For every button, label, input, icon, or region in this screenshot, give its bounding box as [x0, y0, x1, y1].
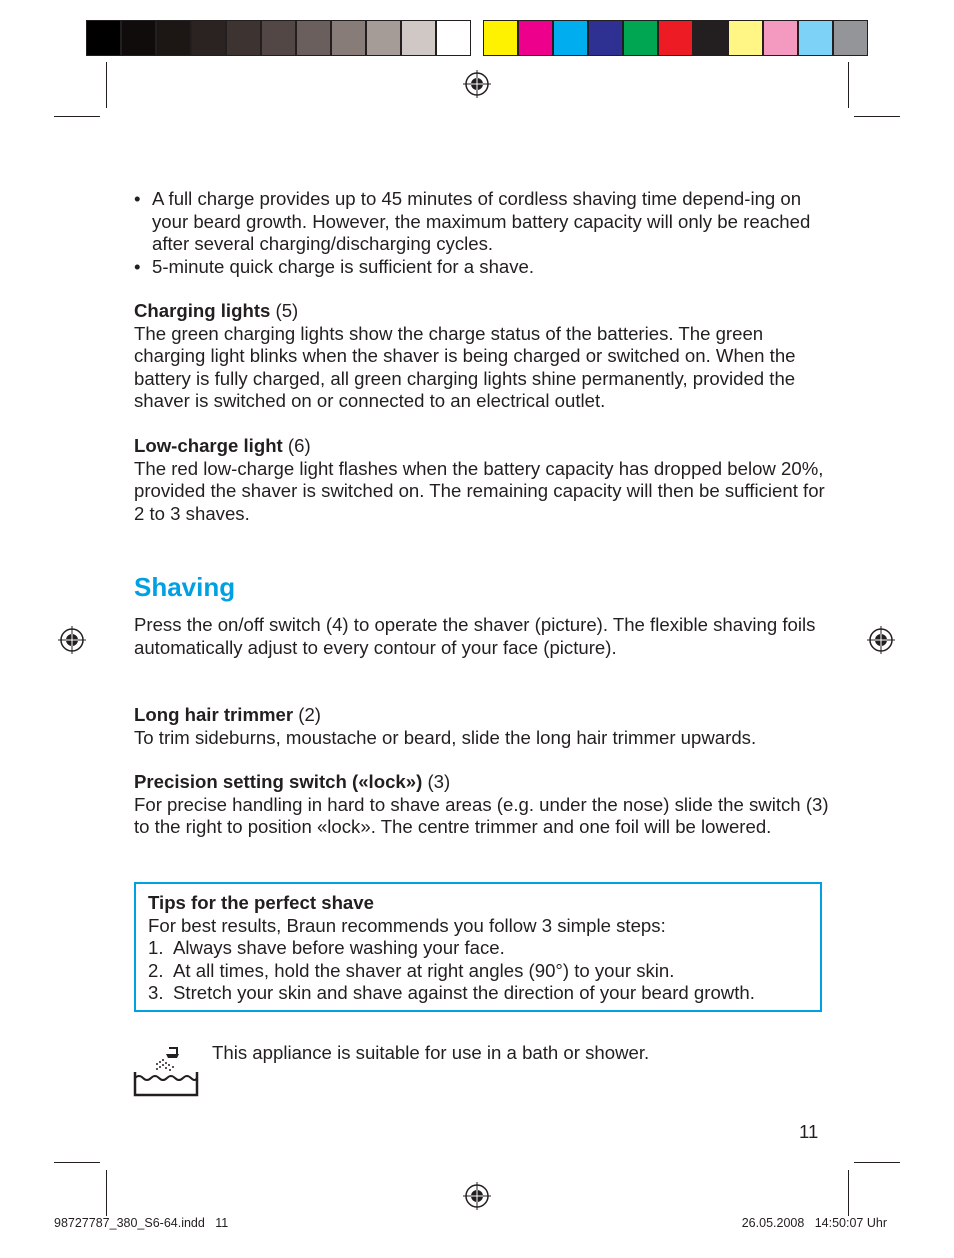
- section-heading: [134, 435, 834, 458]
- crop-mark: [848, 62, 849, 108]
- list-item: • 5-minute quick charge is sufficient for a shave.: [134, 256, 834, 279]
- list-item: • A full charge provides up to 45 minutes of cordless shaving time depend-ing on your beard growth. However, the maximum battery capacity will only be reached after several charging/discharging cycles.: [134, 188, 834, 256]
- tips-intro: For best results, Braun recommends you follow 3 simple steps:: [148, 914, 666, 936]
- color-calibration-bar: [86, 20, 868, 58]
- gray-swatch: [191, 20, 226, 56]
- color-swatch: [728, 20, 763, 56]
- color-swatch: [553, 20, 588, 56]
- low-charge-light-section: [134, 435, 834, 525]
- section-ref: (2): [293, 704, 321, 725]
- tips-steps: [148, 937, 808, 1005]
- gray-swatch: [156, 20, 191, 56]
- footer-timestamp: 26.05.2008 14:50:07 Uhr: [741, 1216, 887, 1230]
- color-swatch: [763, 20, 798, 56]
- section-body: The red low-charge light flashes when the battery capacity has dropped below 20%, provided the shaver is switched on. The remaining capacity will then be sufficient for 2 to 3 shaves.: [134, 457, 825, 524]
- gray-swatch: [296, 20, 331, 56]
- step-text: Always shave before washing your face.: [173, 937, 505, 958]
- color-swatch: [518, 20, 553, 56]
- list-item: [148, 982, 808, 1005]
- section-ref: (3): [422, 771, 451, 792]
- section-heading: [134, 704, 834, 727]
- bath-note-text: This appliance is suitable for use in a bath or shower.: [212, 1042, 650, 1063]
- registration-mark-icon: [462, 69, 492, 99]
- page-number: 11: [799, 1121, 819, 1142]
- shaving-heading: Shaving: [134, 572, 236, 602]
- color-swatch: [798, 20, 833, 56]
- crop-mark: [54, 116, 100, 117]
- crop-mark: [848, 1170, 849, 1216]
- shaving-body: Press the on/off switch (4) to operate the shaver (picture). The flexible shaving foils automatically adjust to every contour of your face (picture).: [134, 614, 816, 658]
- gray-swatch: [331, 20, 366, 56]
- registration-mark-icon: [57, 625, 87, 655]
- gray-swatch: [436, 20, 471, 56]
- step-text: At all times, hold the shaver at right angles (90°) to your skin.: [173, 959, 675, 981]
- gray-swatch: [366, 20, 401, 56]
- section-body: The green charging lights show the charge status of the batteries. The green charging light blinks when the shaver is being charged or switched on. When the battery is fully charged, all green charging lights shine permanently, provided the shaver is switched on or connected to an electrical outlet.: [134, 322, 796, 411]
- registration-mark-icon: [462, 1181, 492, 1211]
- color-swatch: [588, 20, 623, 56]
- crop-mark: [854, 1162, 900, 1163]
- step-text: Stretch your skin and shave against the direction of your beard growth.: [173, 982, 755, 1003]
- section-heading: [134, 771, 834, 794]
- section-title: Charging lights: [134, 300, 271, 321]
- tips-title: [148, 892, 808, 915]
- crop-mark: [106, 1170, 107, 1216]
- crop-mark: [106, 62, 107, 108]
- color-swatch: [483, 20, 518, 56]
- gray-swatch: [401, 20, 436, 56]
- list-item: [148, 960, 808, 983]
- step-number: 1.: [148, 937, 164, 958]
- color-swatch: [658, 20, 693, 56]
- section-title: Precision setting switch («lock»): [134, 771, 423, 792]
- tips-title-text: Tips for the perfect shave: [148, 892, 374, 913]
- section-body: To trim sideburns, moustache or beard, slide the long hair trimmer upwards.: [134, 726, 757, 748]
- gray-swatch: [121, 20, 156, 56]
- battery-bullet-list: [134, 188, 834, 278]
- gray-swatch: [86, 20, 121, 56]
- gray-swatch: [226, 20, 261, 56]
- section-title: Long hair trimmer: [134, 704, 294, 725]
- footer-file-info: 98727787_380_S6-64.indd 11: [54, 1216, 229, 1230]
- step-number: 3.: [148, 982, 164, 1003]
- crop-mark: [54, 1162, 100, 1163]
- section-title: Low-charge light: [134, 435, 283, 456]
- long-hair-trimmer-section: [134, 704, 834, 749]
- section-ref: (5): [270, 300, 299, 321]
- precision-switch-section: [134, 771, 834, 839]
- list-item: [148, 937, 808, 960]
- charging-lights-section: [134, 300, 834, 413]
- section-heading: [134, 300, 834, 323]
- shower-bath-icon: [133, 1042, 199, 1098]
- color-swatch: [693, 20, 728, 56]
- color-swatch: [623, 20, 658, 56]
- step-number: 2.: [148, 959, 164, 981]
- section-ref: (6): [282, 435, 311, 456]
- tips-box: [134, 882, 822, 1012]
- registration-mark-icon: [866, 625, 896, 655]
- color-swatch: [833, 20, 868, 56]
- crop-mark: [854, 116, 900, 117]
- section-body: For precise handling in hard to shave areas (e.g. under the nose) slide the switch (3) to the right to position «lock». The centre trimmer and one foil will be lowered.: [134, 793, 829, 837]
- gray-swatch: [261, 20, 296, 56]
